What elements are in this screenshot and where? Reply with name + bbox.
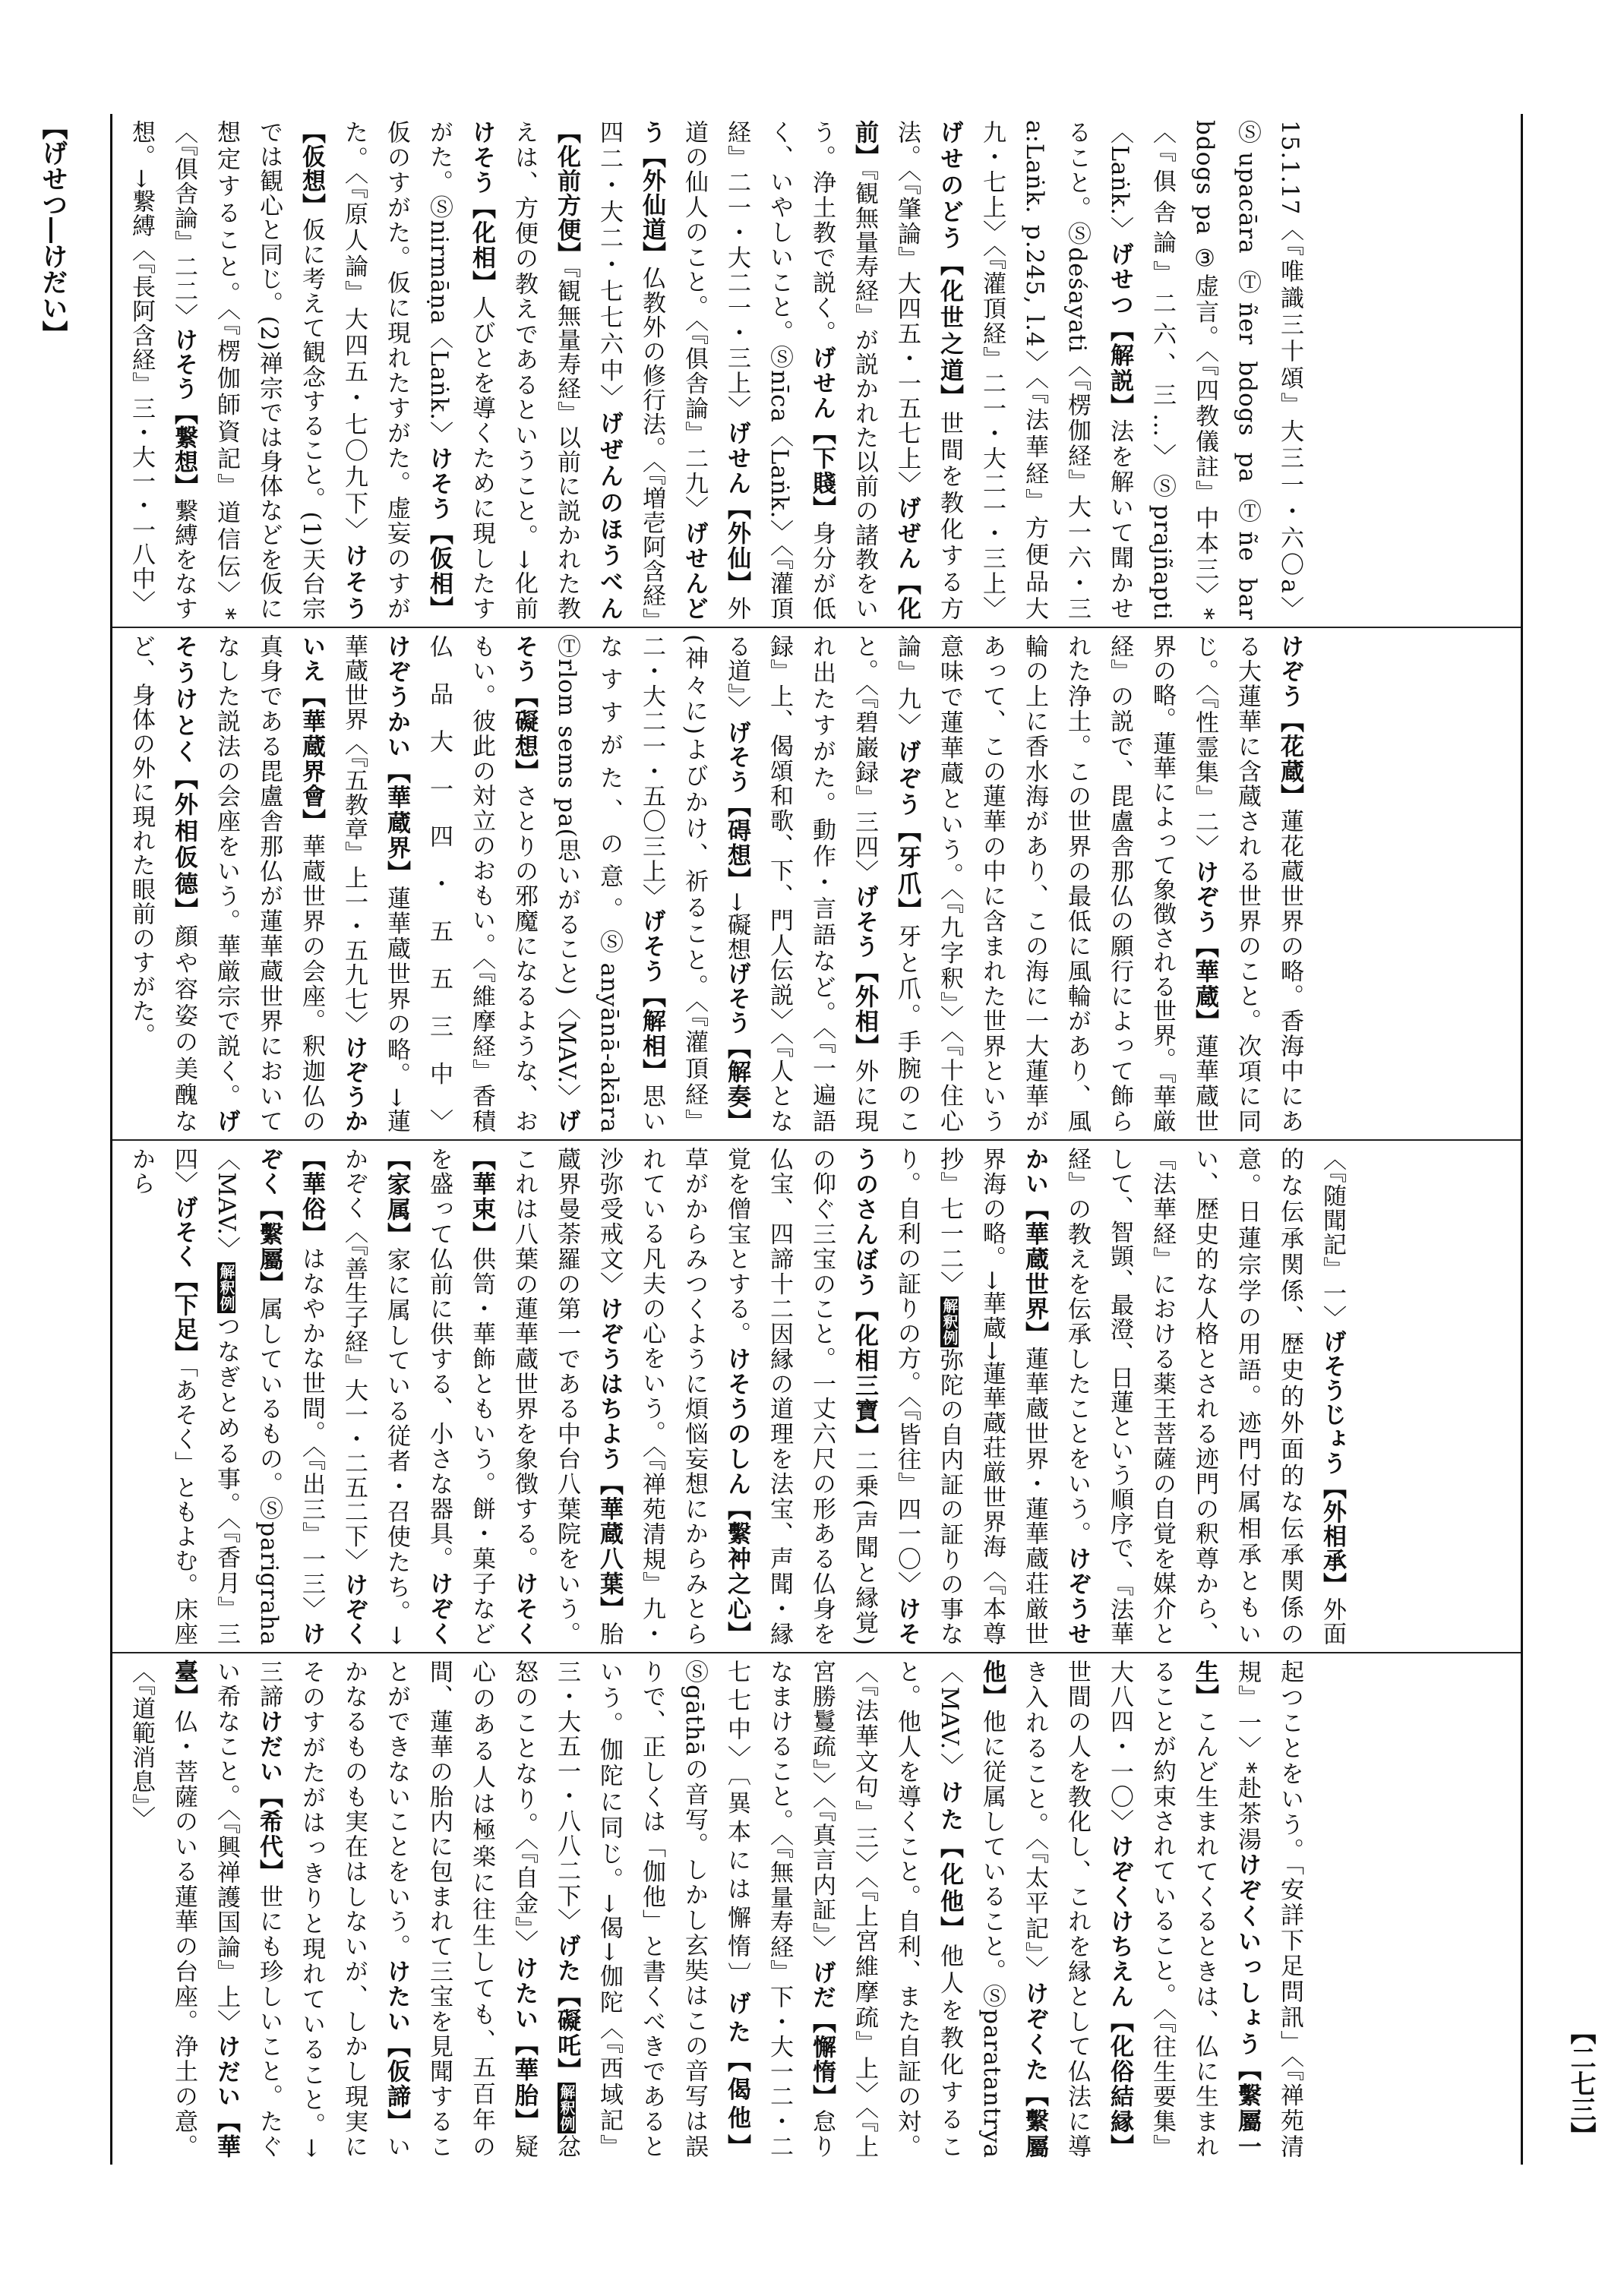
band-4	[112, 1652, 1521, 2165]
entry-headword: けそうのさんぼう【化相三寶】	[851, 1147, 921, 1647]
entry-definition: 顔や容姿の美醜など、身体の外に現れた眼前のすがた。	[128, 634, 197, 1134]
entry-definition: 世間を教化する方法。〈『肇論』大四五・一五七上〉	[893, 120, 963, 621]
entry-headword: げそう【解奏】	[723, 962, 750, 1134]
entry-headword: けそう【仮相】	[425, 446, 453, 621]
entry-definition: →礙想	[723, 892, 750, 962]
entry-definition: 弥陀の自内証の証りの事なり。自利の証りの方。〈『皆往』四一〇〉	[893, 1147, 963, 1647]
entry-definition: つなぎとめる事。〈『香月』三四〉	[170, 1147, 240, 1646]
band-2-text	[120, 628, 1311, 1139]
entry-definition: Ⓢgāthāの音写。しかし玄奘はこの音写は誤りで、正しくは「伽他」と書くべきであるという。伽陀に同じ。→偈→伽陀〈『西域記』三・大五一・八八二下〉	[553, 1660, 708, 2159]
dictionary-entry	[893, 634, 1218, 1133]
interpretation-tag: 解釈例	[940, 1297, 959, 1346]
entry-headword: けだい【華臺】	[170, 1660, 240, 2159]
entry-definition: さとりの邪魔になるような、おもい。彼此の対立のおもい。〈『維摩経』香積仏品大一四・五五三中〉	[425, 634, 538, 1134]
entry-headword: けぞくた【繫屬他】	[978, 1660, 1048, 2159]
entry-headword: けたい【仮諦】	[383, 1959, 410, 2135]
entry-definition: 人びとを導くために現したすがた。Ⓢnirmāṇa〈Laṅk.〉	[425, 120, 495, 621]
entry-definition: 起つことをいう。「安詳下足問訊」〈『禅苑清規』一〉*赴茶湯	[1234, 1660, 1303, 2159]
entry-definition: 胎蔵界曼荼羅の第一である中台八葉院をいう。これは八葉の蓮華蔵世界を象徴する。	[510, 1147, 623, 1647]
entry-definition: 怠りなまけること。〈『無量寿経』下・大一二・二七七中〉〔異本には懈惰〕	[723, 1660, 836, 2159]
entry-definition: 『観無量寿経』以前に説かれた教えは、方便の教えであるということ。→化前	[510, 120, 580, 621]
entry-definition: 他に従属していること。Ⓢparatantrya〈MAV.〉	[936, 1660, 1006, 2159]
band-4-text	[120, 1653, 1311, 2165]
entry-definition: 外道の仙人のこと。〈『俱舎論』二九〉	[681, 120, 750, 621]
band-3	[112, 1139, 1521, 1652]
entry-headword: けぞうかい【華蔵界】	[383, 634, 410, 886]
entry-definition: 蓮花蔵世界の略。香海中にある大蓮華に含蔵される世界のこと。次項に同じ。〈『性霊集』二〉	[1191, 634, 1303, 1134]
entry-definition: 供笥・華飾ともいう。餅・菓子などを盛って仏前に供する、小さな器具。	[425, 1147, 495, 1647]
entry-definition: 仏教外の修行法。〈『増壱阿含経』四二・大二・七七六中〉	[596, 120, 665, 621]
entry-headword: げそうじょう【外相承】	[1319, 1329, 1346, 1597]
entry-headword: けぞう【華蔵】	[1191, 860, 1218, 1034]
entry-definition: 家に属している従者・召使たち。→かぞく〈『善生子経』大一・二五二下〉	[340, 1147, 410, 1646]
entry-headword: げせつ【解説】	[1106, 242, 1133, 419]
dictionary-entry	[723, 721, 750, 962]
entry-headword: げた【偈他】	[723, 1991, 750, 2159]
entry-headword: げせんどう【外仙道】	[638, 120, 708, 621]
entry-definition: 15.1.17〈『唯識三十頌』大三一・六〇a〉Ⓢupacāra Ⓣñer bdogs pa Ⓣñe bar bdogs pa ③虚言。〈『四教儀註』中本三〉*〈『俱舎論』二六、三…〉Ⓢprajñapti〈Laṅk.〉	[1106, 120, 1303, 621]
entry-headword: けぞく【家属】	[383, 1147, 453, 1647]
entry-headword: げせん【外仙】	[723, 421, 750, 596]
dictionary-entry	[723, 1147, 921, 1646]
interpretation-tag: 解釈例	[217, 1263, 235, 1312]
band-3-text	[120, 1141, 1354, 1652]
entry-definition: 牙と爪。手腕のこと。〈『碧巌録』三四〉	[851, 634, 921, 1134]
entry-definition: 他人を教化すること。他人を導くこと。自利、また自証の対。〈『法華文句』三〉〈『上宮維摩疏』上〉〈『上宮勝鬘疏』〉〈『真言内証』〉	[808, 1660, 963, 2159]
entry-headword: けぞくけちえん【化俗結縁】	[1106, 1834, 1133, 2159]
entry-definition: 「あそく」ともよむ。床座から	[128, 1147, 197, 1647]
entry-definition: 仏・菩薩のいる蓮華の台座。浄土の意。〈『道範消息』〉	[128, 1660, 197, 2159]
entry-definition: 蓮華蔵世界の略。→蓮華蔵世界〈『五教章』上一・五九七〉	[340, 634, 410, 1133]
entry-headword: げぞう【牙爪】	[893, 739, 921, 924]
entry-headword: げそう【外相】	[851, 884, 878, 1060]
band-1	[112, 114, 1521, 627]
entry-headword: げそく【下足】	[170, 1195, 197, 1366]
entry-headword: けぞう【花蔵】	[1276, 634, 1303, 810]
entry-definition: 仮のすがた。仮に現れたすがた。虚妄のすがた。〈『原人論』大四五・七〇九下〉	[340, 120, 410, 621]
dictionary-entry	[128, 1147, 197, 1646]
entry-headword: けだい【希代】	[255, 1709, 283, 1885]
entry-definition: はなやかな世間。〈『出三』一三〉	[298, 1246, 325, 1622]
entry-definition: 思いなすすがた、の意。Ⓢanyānā-akāra Ⓣrlom sems pa(思いがること)〈MAV.〉	[553, 634, 665, 1134]
dictionary-entry	[553, 1660, 750, 2159]
entry-definition: 世間の人を教化し、これを縁として仏法に導き入れること。〈『太平記』〉	[1021, 1660, 1091, 2159]
entry-headword: けそうのしん【繫衶之心】	[723, 1347, 750, 1647]
page-header-range: 【げせつ―けだい】	[37, 114, 68, 346]
dictionary-entry	[1319, 1147, 1346, 1330]
entry-definition: いかなるものも実在はしないが、しかし現実にそのすがたがはっきりと現れていること。→三諦	[255, 1660, 410, 2159]
entry-definition: 『観無量寿経』が説かれた以前の諸教をいう。浄土教で説く。	[808, 120, 878, 621]
entry-definition: 草がからみつくように煩悩妄想にからみとられている凡夫の心をいう。〈『禅苑清規』九・沙弥受戒文〉	[596, 1147, 708, 1646]
band-2	[112, 627, 1521, 1139]
entry-definition: 忿怒のことなり。〈『自金』〉	[510, 1660, 580, 2159]
entry-definition: 外面的な伝承関係、歴史的外面的な伝承関係の意。日蓮宗学の用語。迹門付属相承ともいい、歴史的な人格とされる迹門の釈尊から、『法華経』における薬王菩薩の自覚を媒介として、智顗、最澄、日蓮という順序で、『法華経』の教えを伝承したことをいう。	[1063, 1147, 1346, 1647]
entry-headword: げぜんのほうべん【化前方便】	[553, 120, 623, 621]
entry-headword: けぞく【華俗】	[298, 1147, 368, 1647]
entry-definition: (神々に)よびかけ、祈ること。〈『灌頂経』二・大二一・五〇三上〉	[638, 634, 708, 1133]
entry-definition: 世にも珍しいこと。たぐい希なこと。〈『興禅護国論』上〉	[213, 1660, 283, 2159]
entry-headword: けそう【繋想】	[170, 327, 197, 499]
entry-definition: 〈『随聞記』一〉	[1319, 1147, 1346, 1330]
entry-definition: こんど生まれてくるときは、仏に生まれることが約束されていること。〈『往生要集』大八四・一〇〉	[1106, 1660, 1218, 2159]
entry-headword: げそうけとく【外相仮德】	[170, 634, 240, 1133]
dictionary-entry	[1063, 1147, 1346, 1646]
entry-definition: 外に現れ出たすがた。動作・言語など。〈『一遍語録』上、偈頌和歌、下、門人伝説〉〈『人となる道』〉	[723, 634, 878, 1134]
entry-headword: けそう【化相】	[468, 120, 495, 295]
entry-headword: けたい【華胎】	[510, 1955, 538, 2135]
entry-headword: けぞく【繫屬】	[255, 1147, 325, 1647]
entry-definition: 華蔵世界の会座。釈迦仏の真身である毘盧舎那仏が蓮華蔵世界においてなした説法の会座をいう。華厳宗で説く。	[213, 634, 325, 1134]
entry-headword: げぜん【化前】	[851, 120, 921, 621]
entry-headword: げせん【下賤】	[808, 346, 836, 521]
entry-definition: 蓮華蔵世界の略。蓮華によって象徴される世界。『華厳経』の説で、毘盧舎那仏の願行によって飾られた浄土。この世界の最低に風輪があり、風輪の上に香水海があり、この海に一大蓮華があって、この蓮華の中に含まれた世界という意味で蓮華蔵という。〈『九字釈』〉〈『十住心論』九〉	[893, 634, 1218, 1134]
entry-definition: 蓮華蔵世界・蓮華蔵荘厳世界海の略。→華蔵→蓮華蔵荘厳世界海〈『本尊抄』七一二〉	[936, 1147, 1048, 1647]
entry-definition: 属しているもの。Ⓢparigraha〈MAV.〉	[213, 1147, 283, 1647]
interpretation-tag: 解釈例	[558, 2084, 576, 2133]
entry-headword: けぞうはちよう【華蔵八葉】	[596, 1296, 623, 1622]
band-1-text	[120, 114, 1311, 627]
entry-headword: けぞうかいえ【華蔵界會】	[298, 634, 368, 1134]
text-frame	[110, 114, 1523, 2165]
entry-headword: けそく【華束】	[468, 1147, 538, 1647]
page-number: 【二七三】	[1566, 2019, 1596, 2148]
entry-headword: げだ【懈惰】	[808, 1960, 836, 2110]
entry-definition: 仮に考えて観念すること。(1)天台宗では観心と同じ。(2)禅宗では身体などを仮に想定すること。〈『楞伽師資記』道信伝〉*〈『俱舎論』二二〉	[170, 120, 325, 621]
entry-headword: げそう【碍想】	[723, 720, 750, 892]
entry-definition: 身分が低く、いやしいこと。Ⓢnīca〈Laṅk.〉〈『灌頂経』二一・大二一・三上〉	[723, 120, 836, 621]
entry-definition: 二乗(声聞と縁覚)の仰ぐ三宝のこと。一丈六尺の形ある仏身を仏宝、四諦十二因縁の道理を法宝、声聞・縁覚を僧宝とする。	[723, 1147, 878, 1646]
entry-definition: 疑心のある人は極楽に往生しても、五百年の間、蓮華の胎内に包まれて三宝を見聞することができないことをいう。	[383, 1660, 538, 2159]
entry-headword: げせのどう【化世之道】	[936, 120, 963, 412]
entry-headword: げそう【礙想】	[510, 634, 580, 1133]
dictionary-entry	[170, 120, 368, 621]
entry-headword: けそう【仮想】	[298, 120, 368, 621]
entry-headword: けた【化他】	[936, 1780, 963, 1944]
entry-headword: けぞくいっしょう【繫屬一生】	[1191, 1660, 1261, 2159]
entry-definition: 繋縛をなす想。→繋縛〈『長阿含経』三・大一・一八中〉	[128, 120, 197, 621]
entry-definition: 法を解いて聞かせること。Ⓢdeśayati〈『楞伽経』大一六・三a:Laṅk. p.245, l.4〉〈『法華経』方便品大九・七上〉〈『灌頂経』二一・大二一・三上〉	[978, 120, 1133, 621]
entry-headword: けぞうせかい【華蔵世界】	[1021, 1147, 1091, 1647]
entry-headword: げた【礙吒】	[553, 1933, 580, 2083]
entry-headword: げそう【解相】	[638, 908, 665, 1085]
dictionary-entry	[1106, 120, 1303, 621]
